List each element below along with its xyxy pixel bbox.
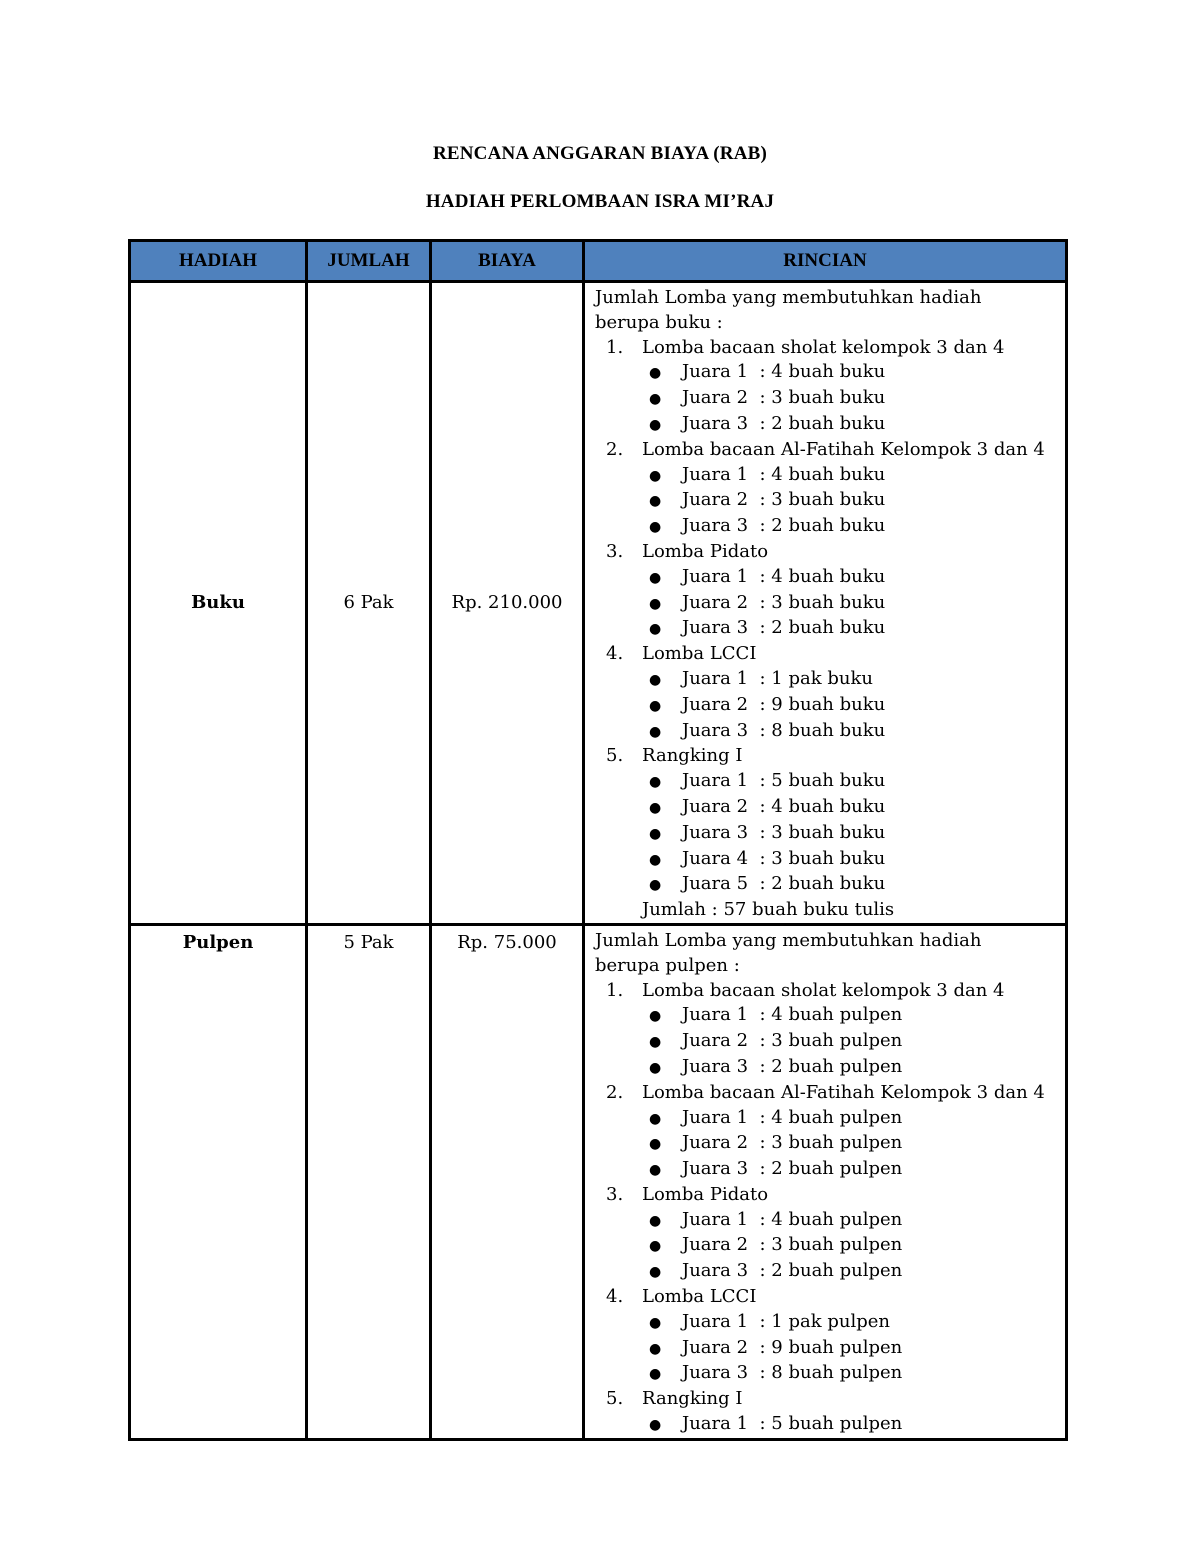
bullet-icon: ● <box>649 621 662 638</box>
bullet-icon: ● <box>649 391 662 408</box>
sub-list-item <box>595 591 1059 617</box>
sub-list-text: Juara 2 : 3 buah pulpen <box>682 1234 903 1256</box>
bullet-icon: ● <box>649 1212 662 1229</box>
list-label: Rangking I <box>642 1388 743 1410</box>
list-number: 3. <box>606 1183 624 1205</box>
sub-list-text: Juara 3 : 2 buah pulpen <box>682 1055 903 1077</box>
cell-jumlah: 5 Pak <box>307 924 431 1439</box>
list-number: 1. <box>606 979 624 1001</box>
sub-list-text: Juara 3 : 3 buah buku <box>682 821 886 843</box>
cell-biaya: Rp. 210.000 <box>431 282 584 925</box>
sub-list-text: Juara 3 : 8 buah pulpen <box>682 1362 903 1384</box>
sub-list-item <box>595 1157 1059 1183</box>
bullet-icon: ● <box>649 1340 662 1357</box>
sub-list-item <box>595 1029 1059 1055</box>
list-label: Lomba Pidato <box>642 1183 769 1205</box>
sub-list-item <box>595 488 1059 514</box>
bullet-icon: ● <box>649 416 662 433</box>
sub-list-text: Juara 1 : 1 pak pulpen <box>682 1310 890 1332</box>
bullet-icon: ● <box>649 493 662 510</box>
list-item <box>595 1081 1059 1106</box>
bullet-icon: ● <box>649 1314 662 1331</box>
bullet-icon: ● <box>649 877 662 894</box>
list-number: 4. <box>606 1286 624 1308</box>
table-row <box>130 924 1067 1439</box>
sub-list-text: Juara 3 : 2 buah buku <box>682 412 886 434</box>
list-label: Lomba Pidato <box>642 540 769 562</box>
header-hadiah: HADIAH <box>130 241 307 282</box>
sub-list-item <box>595 1361 1059 1387</box>
bullet-icon: ● <box>649 1110 662 1127</box>
sub-list-item <box>595 821 1059 847</box>
rincian-intro: Jumlah Lomba yang membutuhkan hadiah berupa buku : <box>595 287 982 333</box>
list-item <box>595 1183 1059 1208</box>
table-row <box>130 282 1067 925</box>
sub-list-item <box>595 847 1059 873</box>
bullet-icon: ● <box>649 723 662 740</box>
sub-list-text: Juara 1 : 4 buah buku <box>682 463 886 485</box>
bullet-icon: ● <box>649 569 662 586</box>
sub-list-text: Juara 3 : 2 buah buku <box>682 617 886 639</box>
sub-list-text: Juara 4 : 3 buah buku <box>682 847 886 869</box>
table-header-row <box>130 241 1067 282</box>
bullet-icon: ● <box>649 1238 662 1255</box>
sub-list-item <box>595 795 1059 821</box>
cell-hadiah: Pulpen <box>130 924 307 1439</box>
bullet-icon: ● <box>649 519 662 536</box>
list-label: Lomba LCCI <box>642 1286 757 1308</box>
header-biaya: BIAYA <box>431 241 584 282</box>
sub-list-item <box>595 616 1059 642</box>
bullet-icon: ● <box>649 1034 662 1051</box>
list-number: 2. <box>606 1081 624 1103</box>
bullet-icon: ● <box>649 671 662 688</box>
budget-table <box>128 239 1068 1441</box>
bullet-icon: ● <box>649 774 662 791</box>
sub-list-text: Juara 1 : 5 buah pulpen <box>682 1413 903 1435</box>
sub-list-item <box>595 1003 1059 1029</box>
bullet-icon: ● <box>649 595 662 612</box>
cell-biaya: Rp. 75.000 <box>431 924 584 1439</box>
sub-list-item <box>595 1310 1059 1336</box>
cell-rincian <box>584 924 1067 1439</box>
sub-list-text: Juara 1 : 5 buah buku <box>682 770 886 792</box>
bullet-icon: ● <box>649 1366 662 1383</box>
rincian-total: Jumlah : 57 buah buku tulis <box>642 899 895 921</box>
bullet-icon: ● <box>649 1162 662 1179</box>
sub-list-text: Juara 2 : 9 buah buku <box>682 693 886 715</box>
list-label: Lomba bacaan sholat kelompok 3 dan 4 <box>642 336 1005 358</box>
bullet-icon: ● <box>649 851 662 868</box>
sub-list-item <box>595 1106 1059 1132</box>
sub-list-item <box>595 693 1059 719</box>
sub-list-text: Juara 2 : 3 buah pulpen <box>682 1132 903 1154</box>
sub-list-text: Juara 2 : 9 buah pulpen <box>682 1336 903 1358</box>
list-label: Lomba bacaan Al-Fatihah Kelompok 3 dan 4 <box>642 1081 1045 1103</box>
sub-list-item <box>595 386 1059 412</box>
document-subtitle: HADIAH PERLOMBAAN ISRA MI’RAJ <box>425 191 775 212</box>
list-label: Lomba bacaan sholat kelompok 3 dan 4 <box>642 979 1005 1001</box>
list-item <box>595 979 1059 1004</box>
sub-list-item <box>595 1336 1059 1362</box>
bullet-icon: ● <box>649 1136 662 1153</box>
bullet-icon: ● <box>649 825 662 842</box>
document-title: RENCANA ANGGARAN BIAYA (RAB) <box>432 143 768 164</box>
list-number: 2. <box>606 438 624 460</box>
bullet-icon: ● <box>649 697 662 714</box>
list-number: 4. <box>606 643 624 665</box>
sub-list-item <box>595 1055 1059 1081</box>
sub-list-text: Juara 1 : 1 pak buku <box>682 667 873 689</box>
sub-list-text: Juara 3 : 8 buah buku <box>682 719 886 741</box>
sub-list-item <box>595 1412 1059 1438</box>
list-number: 3. <box>606 540 624 562</box>
sub-list-text: Juara 3 : 2 buah pulpen <box>682 1158 903 1180</box>
cell-rincian <box>584 282 1067 925</box>
sub-list-text: Juara 1 : 4 buah pulpen <box>682 1208 903 1230</box>
cell-hadiah: Buku <box>130 282 307 925</box>
bullet-icon: ● <box>649 1417 662 1434</box>
rincian-intro: Jumlah Lomba yang membutuhkan hadiah berupa pulpen : <box>595 929 982 976</box>
list-label: Rangking I <box>642 745 743 767</box>
sub-list-text: Juara 3 : 2 buah buku <box>682 515 886 537</box>
sub-list-item <box>595 565 1059 591</box>
sub-list-item <box>595 1233 1059 1259</box>
list-item <box>595 1387 1059 1412</box>
sub-list-text: Juara 1 : 4 buah buku <box>682 361 886 383</box>
bullet-icon: ● <box>649 467 662 484</box>
list-item <box>595 438 1059 463</box>
sub-list-text: Juara 1 : 4 buah buku <box>682 565 886 587</box>
sub-list-item <box>595 719 1059 745</box>
sub-list-text: Juara 2 : 3 buah pulpen <box>682 1030 903 1052</box>
sub-list-text: Juara 5 : 2 buah buku <box>682 873 886 895</box>
header-jumlah: JUMLAH <box>307 241 431 282</box>
list-label: Lomba bacaan Al-Fatihah Kelompok 3 dan 4 <box>642 438 1045 460</box>
bullet-icon: ● <box>649 799 662 816</box>
list-item <box>595 642 1059 667</box>
sub-list-item <box>595 463 1059 489</box>
sub-list-item <box>595 1259 1059 1285</box>
sub-list-text: Juara 2 : 3 buah buku <box>682 489 886 511</box>
sub-list-text: Juara 1 : 4 buah pulpen <box>682 1004 903 1026</box>
cell-jumlah: 6 Pak <box>307 282 431 925</box>
sub-list-item <box>595 514 1059 540</box>
list-label: Lomba LCCI <box>642 643 757 665</box>
sub-list-item <box>595 360 1059 386</box>
sub-list-text: Juara 2 : 3 buah buku <box>682 591 886 613</box>
sub-list-item <box>595 412 1059 438</box>
sub-list-item <box>595 667 1059 693</box>
bullet-icon: ● <box>649 1008 662 1025</box>
sub-list-text: Juara 2 : 4 buah buku <box>682 795 886 817</box>
list-number: 5. <box>606 1388 624 1410</box>
list-item <box>595 336 1059 361</box>
bullet-icon: ● <box>649 365 662 382</box>
list-number: 5. <box>606 745 624 767</box>
list-item <box>595 744 1059 769</box>
sub-list-item <box>595 1131 1059 1157</box>
sub-list-item <box>595 769 1059 795</box>
sub-list-item <box>595 1208 1059 1234</box>
sub-list-text: Juara 2 : 3 buah buku <box>682 387 886 409</box>
sub-list-text: Juara 1 : 4 buah pulpen <box>682 1106 903 1128</box>
bullet-icon: ● <box>649 1059 662 1076</box>
list-item <box>595 1285 1059 1310</box>
bullet-icon: ● <box>649 1264 662 1281</box>
list-number: 1. <box>606 336 624 358</box>
sub-list-text: Juara 3 : 2 buah pulpen <box>682 1260 903 1282</box>
header-rincian: RINCIAN <box>584 241 1067 282</box>
sub-list-item <box>595 872 1059 898</box>
list-item <box>595 540 1059 565</box>
